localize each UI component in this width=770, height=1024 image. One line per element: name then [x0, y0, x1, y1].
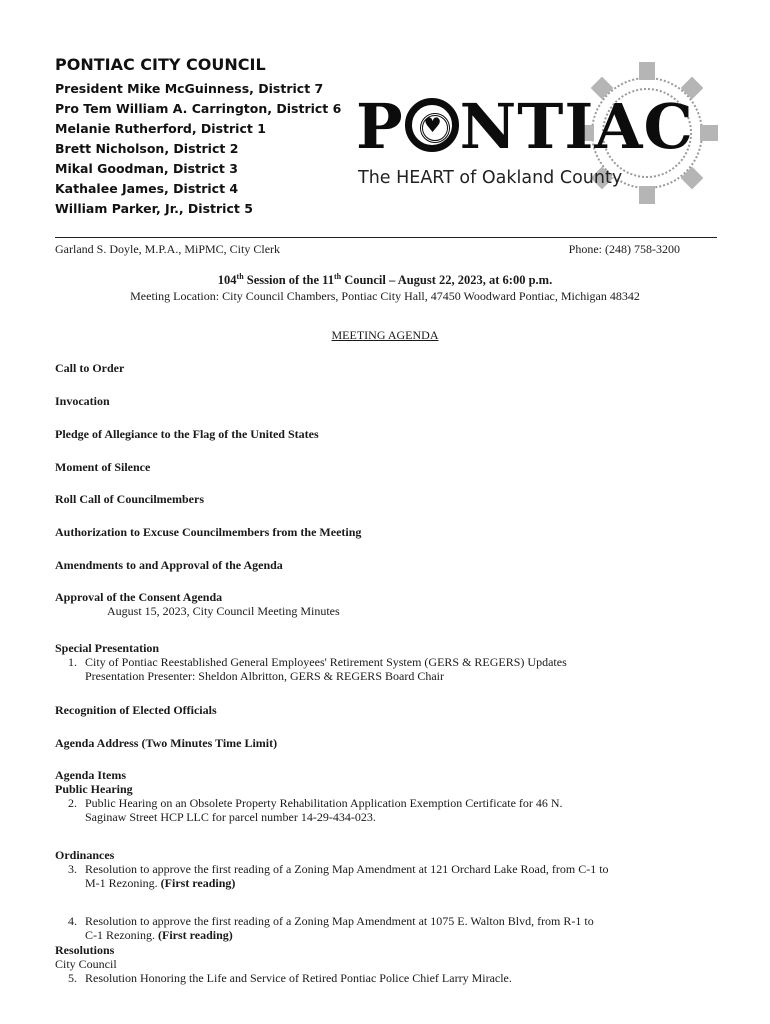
logo-wordmark: P ♥ NTIAC — [356, 90, 694, 163]
council-member: Brett Nicholson, District 2 — [55, 141, 239, 156]
city-council-subheading: City Council — [55, 957, 117, 971]
meeting-location: Meeting Location: City Council Chambers, Pontiac City Hall, 47450 Woodward Pontiac, Michigan 48342 — [130, 289, 640, 304]
agenda-title: MEETING AGENDA — [331, 328, 439, 342]
agenda-item: 5. Resolution Honoring the Life and Service of Retired Pontiac Police Chief Larry Miracle. — [68, 971, 512, 985]
agenda-item: 1. City of Pontiac Reestablished General Employees' Retirement System (GERS & REGERS) Updates Presentation Presenter: Sheldon Albritton, GERS & REGERS Board Chair — [68, 655, 567, 683]
public-hearing-heading: Public Hearing — [55, 782, 133, 796]
logo-tagline: The HEART of Oakland County — [358, 168, 623, 188]
agenda-item: 2. Public Hearing on an Obsolete Property Rehabilitation Application Exemption Certificate for 46 N. Saginaw Street HCP LLC for parcel number 14-29-434-023. — [68, 796, 563, 824]
moment-of-silence: Moment of Silence — [55, 460, 151, 474]
recognition: Recognition of Elected Officials — [55, 703, 217, 717]
agenda-item: 4. Resolution to approve the first reading of a Zoning Map Amendment at 1075 E. Walton Blvd, from R-1 to C-1 Rezoning. (First reading) — [68, 914, 594, 942]
amendments: Amendments to and Approval of the Agenda — [55, 558, 283, 572]
heart-icon: ♥ — [405, 98, 459, 152]
invocation: Invocation — [55, 394, 110, 408]
clerk-phone: Phone: (248) 758-3200 — [568, 242, 680, 256]
special-presentation: Special Presentation 1. City of Pontiac Reestablished General Employees' Retirement System (GERS & REGERS) Updates Presentation Presenter: Sheldon Albritton, GERS & REGERS Board Chair — [55, 641, 685, 683]
council-member: Melanie Rutherford, District 1 — [55, 121, 266, 136]
ordinance-item-4 — [55, 914, 685, 942]
clerk-name: Garland S. Doyle, M.P.A., MiPMC, City Clerk — [55, 242, 281, 256]
clerk-line — [55, 242, 680, 257]
agenda-items: Agenda Items Public Hearing 2. Public Hearing on an Obsolete Property Rehabilitation Application Exemption Certificate for 46 N. Saginaw Street HCP LLC for parcel number 14-29-434-023. — [55, 768, 685, 824]
council-name: PONTIAC CITY COUNCIL — [55, 55, 266, 74]
agenda-item: 3. Resolution to approve the first reading of a Zoning Map Amendment at 121 Orchard Lake Road, from C-1 to M-1 Rezoning. (First reading) — [68, 862, 609, 890]
council-member: Pro Tem William A. Carrington, District 6 — [55, 101, 342, 116]
header-divider — [55, 237, 717, 238]
resolutions: Resolutions City Council 5. Resolution Honoring the Life and Service of Retired Pontiac Police Chief Larry Miracle. — [55, 943, 685, 985]
session-title: 104th Session of the 11th Council – August 22, 2023, at 6:00 p.m. — [217, 272, 553, 288]
pledge-of-allegiance: Pledge of Allegiance to the Flag of the United States — [55, 427, 319, 441]
council-member: William Parker, Jr., District 5 — [55, 201, 253, 216]
council-member: President Mike McGuinness, District 7 — [55, 81, 324, 96]
consent-item: August 15, 2023, City Council Meeting Minutes — [107, 604, 340, 618]
consent-agenda: Approval of the Consent Agenda August 15, 2023, City Council Meeting Minutes — [55, 590, 340, 618]
roll-call: Roll Call of Councilmembers — [55, 492, 204, 506]
ordinances: Ordinances 3. Resolution to approve the first reading of a Zoning Map Amendment at 121 Orchard Lake Road, from C-1 to M-1 Rezoning. (First reading) — [55, 848, 685, 890]
council-header — [55, 55, 355, 219]
agenda-address: Agenda Address (Two Minutes Time Limit) — [55, 736, 278, 750]
session-info — [0, 269, 770, 304]
authorization: Authorization to Excuse Councilmembers from the Meeting — [55, 525, 362, 539]
pontiac-logo — [356, 90, 694, 202]
council-member: Mikal Goodman, District 3 — [55, 161, 238, 176]
council-member: Kathalee James, District 4 — [55, 181, 239, 196]
call-to-order: Call to Order — [55, 361, 125, 375]
